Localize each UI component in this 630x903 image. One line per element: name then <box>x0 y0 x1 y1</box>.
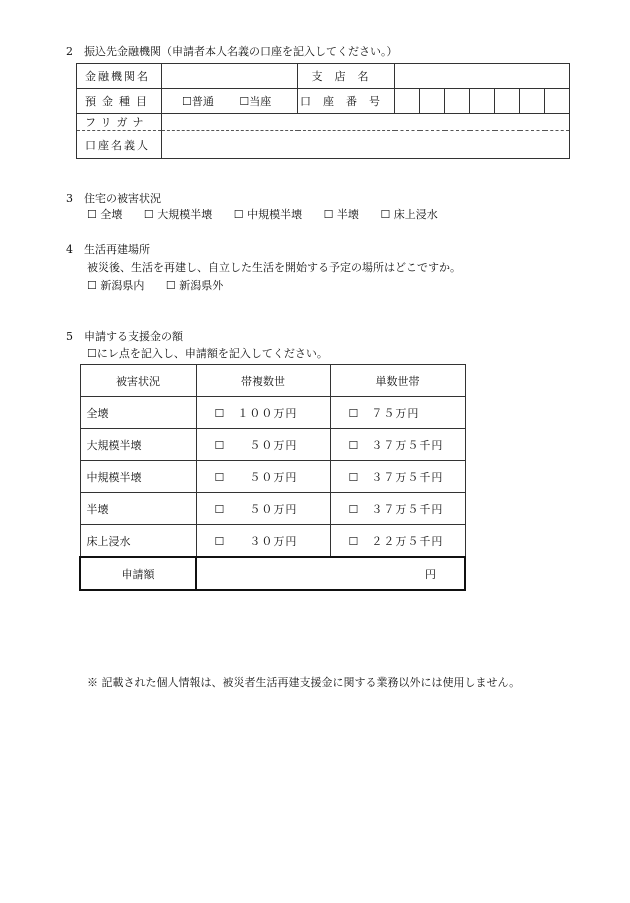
section-4-title: 4 生活再建場所 <box>66 243 150 256</box>
furigana-field[interactable] <box>162 114 570 131</box>
row-status: 中規模半壊 <box>80 461 196 493</box>
row-status: 床上浸水 <box>80 525 196 558</box>
single-household-option[interactable]: ☐ ３７万５千円 <box>330 493 465 525</box>
account-holder-field[interactable] <box>162 131 570 159</box>
row-status: 半壊 <box>80 493 196 525</box>
multi-household-option[interactable]: ☐ ３０万円 <box>196 525 330 558</box>
header-single-household: 単数世帯 <box>330 365 465 397</box>
account-digit-box[interactable] <box>420 89 445 114</box>
account-digit-box[interactable] <box>495 89 520 114</box>
rebuild-options <box>87 279 223 293</box>
damage-option-half[interactable]: ☐ 半壊 <box>323 208 359 221</box>
institution-name-field[interactable] <box>162 64 298 89</box>
furigana-label: フリガナ <box>77 114 162 131</box>
single-household-option[interactable]: ☐ ２２万５千円 <box>330 525 465 558</box>
total-amount-label: 申請額 <box>80 557 196 590</box>
deposit-type-options <box>162 89 298 114</box>
yen-unit: 円 <box>425 567 436 581</box>
account-digit-box[interactable] <box>395 89 420 114</box>
rebuild-option-outside[interactable]: ☐ 新潟県外 <box>165 279 224 292</box>
header-multi-household: 帯複数世 <box>196 365 330 397</box>
account-number-label: 口座番号 <box>298 89 395 114</box>
deposit-option-ordinary[interactable]: ☐普通 <box>182 95 214 108</box>
multi-household-option[interactable]: ☐ １００万円 <box>196 397 330 429</box>
section-5-title: 5 申請する支援金の額 <box>66 330 183 343</box>
single-household-option[interactable]: ☐ ３７万５千円 <box>330 429 465 461</box>
damage-option-medium-half[interactable]: ☐ 中規模半壊 <box>233 208 303 221</box>
damage-options <box>87 208 438 222</box>
deposit-option-checking[interactable]: ☐当座 <box>239 95 272 108</box>
branch-name-label: 支店名 <box>298 64 395 89</box>
header-damage-status: 被害状況 <box>80 365 196 397</box>
rebuild-question: 被災後、生活を再建し、自立した生活を開始する予定の場所はどこですか。 <box>87 261 461 274</box>
account-holder-label: 口座名義人 <box>77 131 162 159</box>
section-5-instruction: ☐にレ点を記入し、申請額を記入してください。 <box>87 347 328 360</box>
section-3-title: 3 住宅の被害状況 <box>66 192 161 205</box>
damage-option-total-collapse[interactable]: ☐ 全壊 <box>87 208 123 221</box>
branch-name-field[interactable] <box>395 64 570 89</box>
multi-household-option[interactable]: ☐ ５０万円 <box>196 461 330 493</box>
section-2-title: 2 振込先金融機関（申請者本人名義の口座を記入してください。） <box>66 45 398 58</box>
row-status: 大規模半壊 <box>80 429 196 461</box>
account-digit-box[interactable] <box>445 89 470 114</box>
account-digit-box[interactable] <box>545 89 570 114</box>
account-digit-box[interactable] <box>520 89 545 114</box>
bank-account-table <box>76 63 570 159</box>
privacy-notice: ※ 記載された個人情報は、被災者生活再建支援金に関する業務以外には使用しません。 <box>87 676 521 689</box>
support-amount-table <box>79 364 466 591</box>
rebuild-option-inside[interactable]: ☐ 新潟県内 <box>87 279 145 292</box>
total-amount-field[interactable] <box>196 557 465 590</box>
single-household-option[interactable]: ☐ ３７万５千円 <box>330 461 465 493</box>
damage-option-flooding[interactable]: ☐ 床上浸水 <box>380 208 438 221</box>
account-digit-box[interactable] <box>470 89 495 114</box>
deposit-type-label: 預金種目 <box>77 89 162 114</box>
multi-household-option[interactable]: ☐ ５０万円 <box>196 493 330 525</box>
multi-household-option[interactable]: ☐ ５０万円 <box>196 429 330 461</box>
row-status: 全壊 <box>80 397 196 429</box>
single-household-option[interactable]: ☐ ７５万円 <box>330 397 465 429</box>
damage-option-large-half[interactable]: ☐ 大規模半壊 <box>143 208 213 221</box>
institution-name-label: 金融機関名 <box>77 64 162 89</box>
